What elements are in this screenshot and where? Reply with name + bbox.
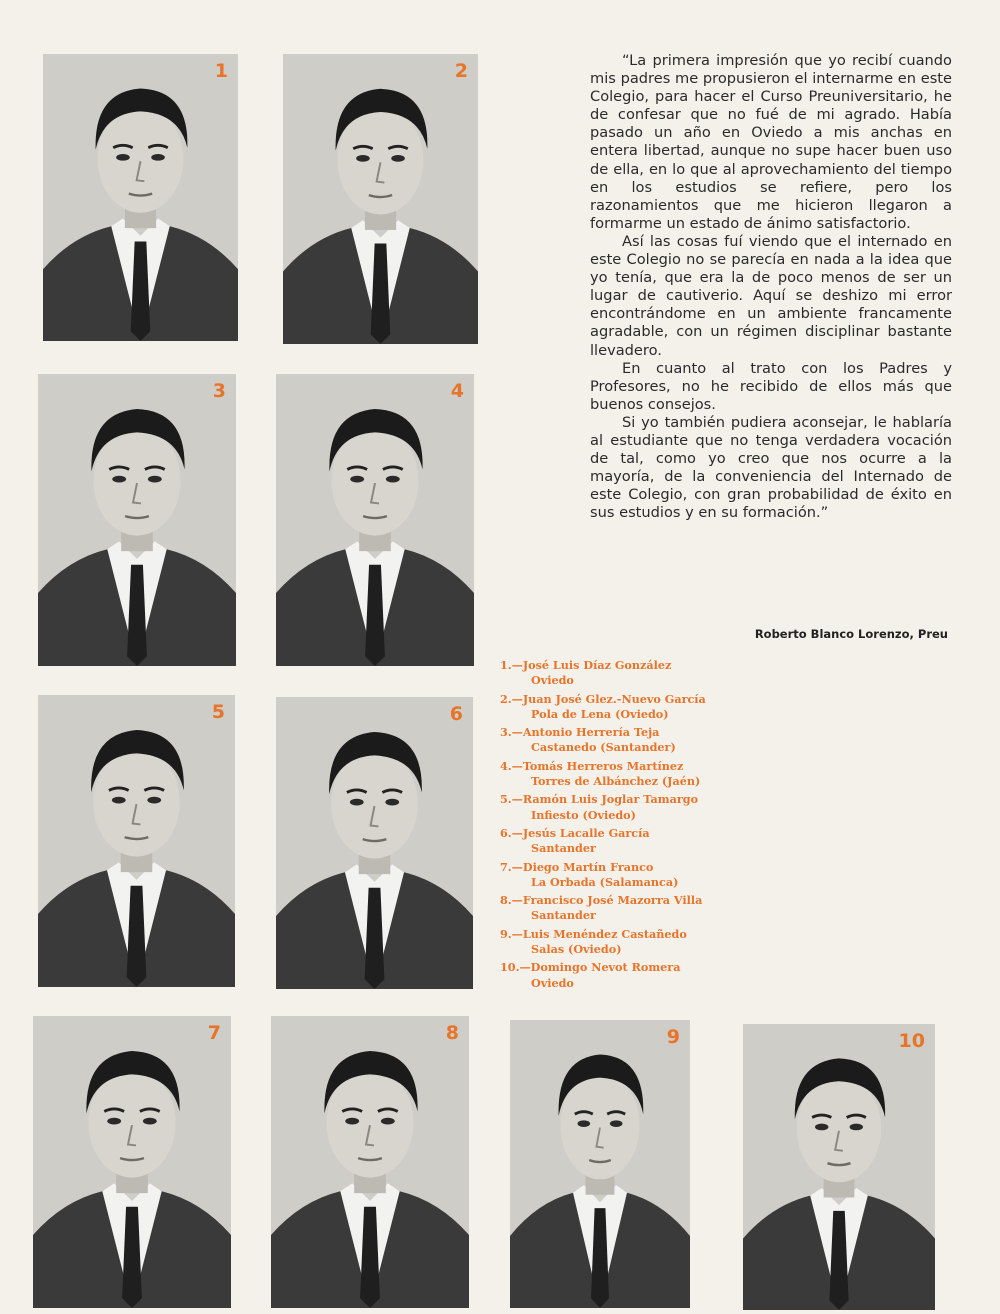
roster-name: 8.—Francisco José Mazorra Villa bbox=[500, 893, 703, 908]
roster-name: 6.—Jesús Lacalle García bbox=[500, 825, 650, 840]
testimonial-paragraph: En cuanto al trato con los Padres y Profesores, no he recibido de ellos más que buenos consejos. bbox=[590, 359, 952, 413]
portrait-image bbox=[38, 374, 236, 666]
student-photo-4 bbox=[276, 374, 474, 666]
student-photo-9 bbox=[510, 1020, 690, 1308]
roster-place: Pola de Lena (Oviedo) bbox=[531, 706, 669, 721]
roster-name: 4.—Tomás Herreros Martínez bbox=[500, 758, 684, 773]
roster-place: Oviedo bbox=[531, 975, 574, 990]
student-photo-2 bbox=[283, 54, 478, 344]
roster-place: La Orbada (Salamanca) bbox=[531, 874, 679, 889]
portrait-image bbox=[43, 54, 238, 341]
roster-entry bbox=[500, 826, 760, 856]
roster-place: Castanedo (Santander) bbox=[531, 740, 676, 755]
roster-name: 5.—Ramón Luis Joglar Tamargo bbox=[500, 792, 699, 807]
roster-name: 9.—Luis Menéndez Castañedo bbox=[500, 926, 687, 941]
roster-place: Santander bbox=[531, 908, 596, 923]
student-photo-6 bbox=[276, 697, 473, 989]
roster-entry bbox=[500, 658, 760, 688]
roster-entry bbox=[500, 725, 760, 755]
testimonial-text bbox=[590, 52, 952, 522]
roster-place: Santander bbox=[531, 841, 596, 856]
student-photo-10 bbox=[743, 1024, 935, 1310]
photo-number: 2 bbox=[454, 60, 468, 82]
student-photo-5 bbox=[38, 695, 235, 987]
roster-name: 7.—Diego Martín Franco bbox=[500, 859, 654, 874]
portrait-image bbox=[271, 1016, 469, 1308]
student-photo-7 bbox=[33, 1016, 231, 1308]
roster-name: 1.—José Luis Díaz González bbox=[500, 658, 672, 672]
photo-number: 5 bbox=[211, 701, 225, 723]
portrait-image bbox=[38, 695, 235, 987]
roster-entry bbox=[500, 860, 760, 890]
portrait-image bbox=[276, 697, 473, 989]
portrait-image bbox=[283, 54, 478, 344]
portrait-image bbox=[743, 1024, 935, 1310]
roster-place: Oviedo bbox=[531, 673, 574, 688]
testimonial-paragraph: Si yo también pudiera aconsejar, le hablaría al estudiante que no tenga verdadera vocación de tal, como yo creo que nos ocurre a la mayoría, de la conveniencia del Internado de este Colegio, con gran probabilidad de éxito en sus estudios y en su formación.” bbox=[590, 413, 952, 522]
roster-entry bbox=[500, 792, 760, 822]
student-roster bbox=[500, 658, 760, 994]
photo-number: 6 bbox=[449, 703, 463, 725]
photo-number: 10 bbox=[898, 1030, 925, 1052]
roster-entry bbox=[500, 759, 760, 789]
photo-number: 9 bbox=[666, 1026, 680, 1048]
roster-place: Torres de Albánchez (Jaén) bbox=[531, 773, 701, 788]
roster-entry bbox=[500, 692, 760, 722]
student-photo-1 bbox=[43, 54, 238, 341]
photo-number: 1 bbox=[214, 60, 228, 82]
photo-number: 7 bbox=[207, 1022, 221, 1044]
roster-place: Salas (Oviedo) bbox=[531, 941, 622, 956]
student-photo-8 bbox=[271, 1016, 469, 1308]
roster-name: 10.—Domingo Nevot Romera bbox=[500, 960, 681, 975]
student-photo-3 bbox=[38, 374, 236, 666]
testimonial-paragraph: Así las cosas fuí viendo que el internado en este Colegio no se parecía en nada a la idea que yo tenía, que era la de poco menos de ser un lugar de cautiverio. Aquí se deshizo mi error encontrándome en un ambiente francamente agradable, con un régimen disciplinar bastante llevadero. bbox=[590, 232, 952, 359]
roster-name: 2.—Juan José Glez.-Nuevo García bbox=[500, 691, 706, 706]
roster-entry bbox=[500, 893, 760, 923]
portrait-image bbox=[33, 1016, 231, 1308]
photo-number: 8 bbox=[445, 1022, 459, 1044]
roster-entry bbox=[500, 927, 760, 957]
testimonial-signature: Roberto Blanco Lorenzo, Preu bbox=[754, 627, 948, 641]
roster-place: Infiesto (Oviedo) bbox=[531, 807, 636, 822]
portrait-image bbox=[510, 1020, 690, 1308]
portrait-image bbox=[276, 374, 474, 666]
photo-number: 4 bbox=[450, 380, 464, 402]
roster-entry bbox=[500, 960, 760, 990]
photo-number: 3 bbox=[212, 380, 226, 402]
roster-name: 3.—Antonio Herrería Teja bbox=[500, 725, 660, 740]
testimonial-paragraph: “La primera impresión que yo recibí cuando mis padres me propusieron el internarme en este Colegio, para hacer el Curso Preuniversitario, he de confesar que no fué de mi agrado. Había pasado un año en Oviedo a mis anchas en entera libertad, aunque no supe hacer buen uso de ella, en lo que al aprovechamiento del tiempo en los estudios se refiere, pero los razonamientos que me hicieron llegaron a formarme un estado de ánimo satisfactorio. bbox=[590, 52, 952, 232]
